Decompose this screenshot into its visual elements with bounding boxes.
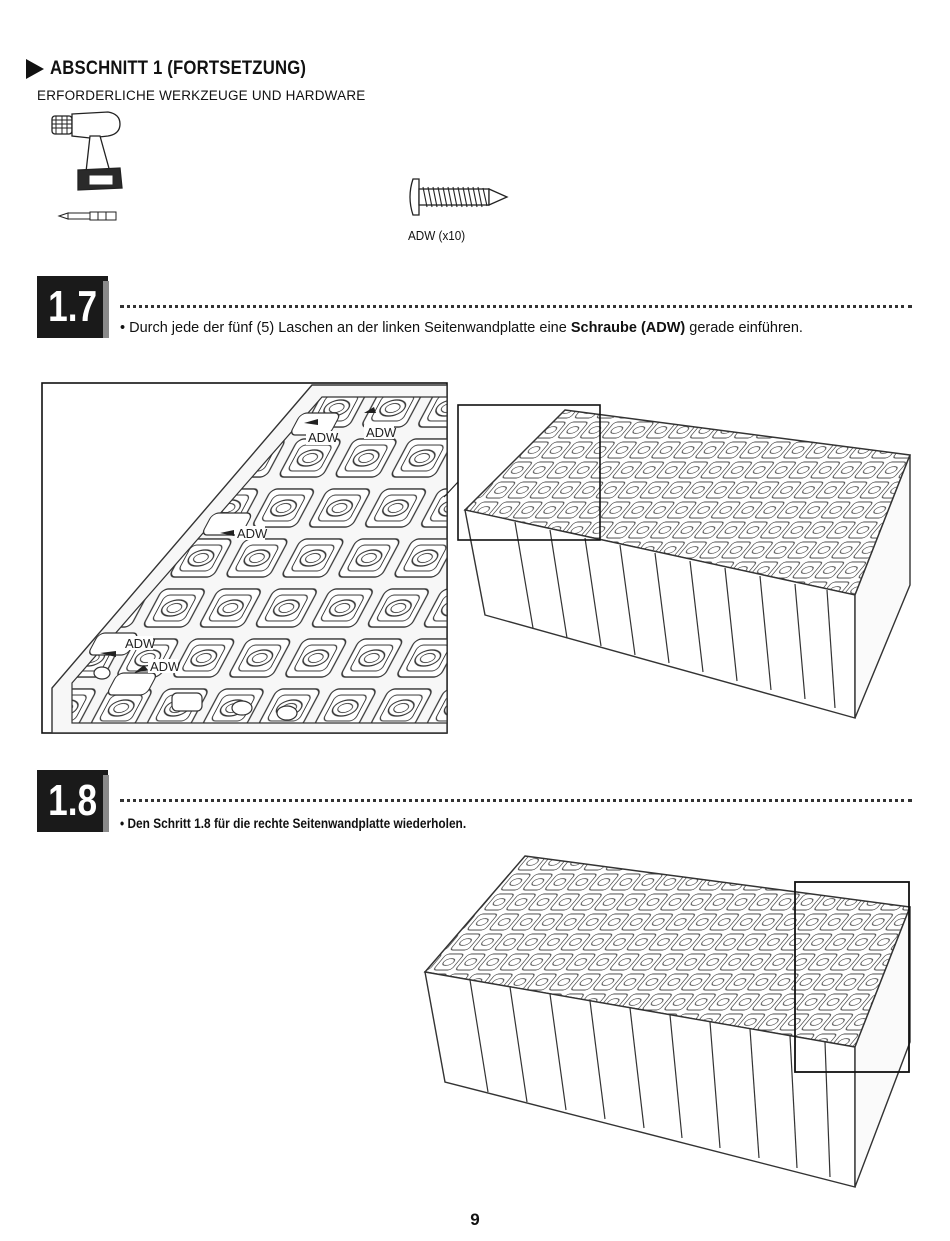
section-header (26, 58, 341, 80)
tools-subtitle: ERFORDERLICHE WERKZEUGE UND HARDWARE (37, 88, 366, 103)
instruction-text-end: gerade einführen. (685, 320, 803, 336)
drill-icon (50, 110, 130, 195)
drill-bit-icon (58, 211, 118, 221)
section-title: ABSCHNITT 1 (FORTSETZUNG) (50, 58, 307, 79)
page-number: 9 (470, 1210, 480, 1229)
dotted-divider (120, 799, 912, 802)
step-badge-1-8: 1.8 (37, 770, 108, 832)
callout-label-adw: ADW (308, 430, 339, 445)
badge-shadow (103, 281, 109, 338)
callout-label-adw: ADW (125, 636, 156, 651)
instruction-bold-part: Schraube (ADW) (570, 320, 686, 336)
storage-box-illustration-right (420, 852, 920, 1192)
callout-label-adw: ADW (366, 425, 397, 440)
step-1-7-detail-illustration (42, 383, 447, 733)
callout-label-adw: ADW (237, 526, 268, 541)
instruction-text: • Durch jede der fünf (5) Laschen an der linken Seitenwandplatte eine (120, 320, 571, 336)
triangle-bullet-icon (26, 59, 44, 79)
callout-label-adw: ADW (150, 659, 181, 674)
step-1-8-instruction: • Den Schritt 1.8 für die rechte Seitenwandplatte wiederholen. (120, 816, 467, 831)
step-badge-1-7: 1.7 (37, 276, 108, 338)
screw-adw-icon (405, 177, 505, 217)
step-1-7-instruction (120, 320, 803, 336)
storage-box-illustration-left (455, 400, 915, 720)
screw-caption: ADW (x10) (408, 228, 466, 243)
badge-shadow (103, 775, 109, 832)
dotted-divider (120, 305, 912, 308)
